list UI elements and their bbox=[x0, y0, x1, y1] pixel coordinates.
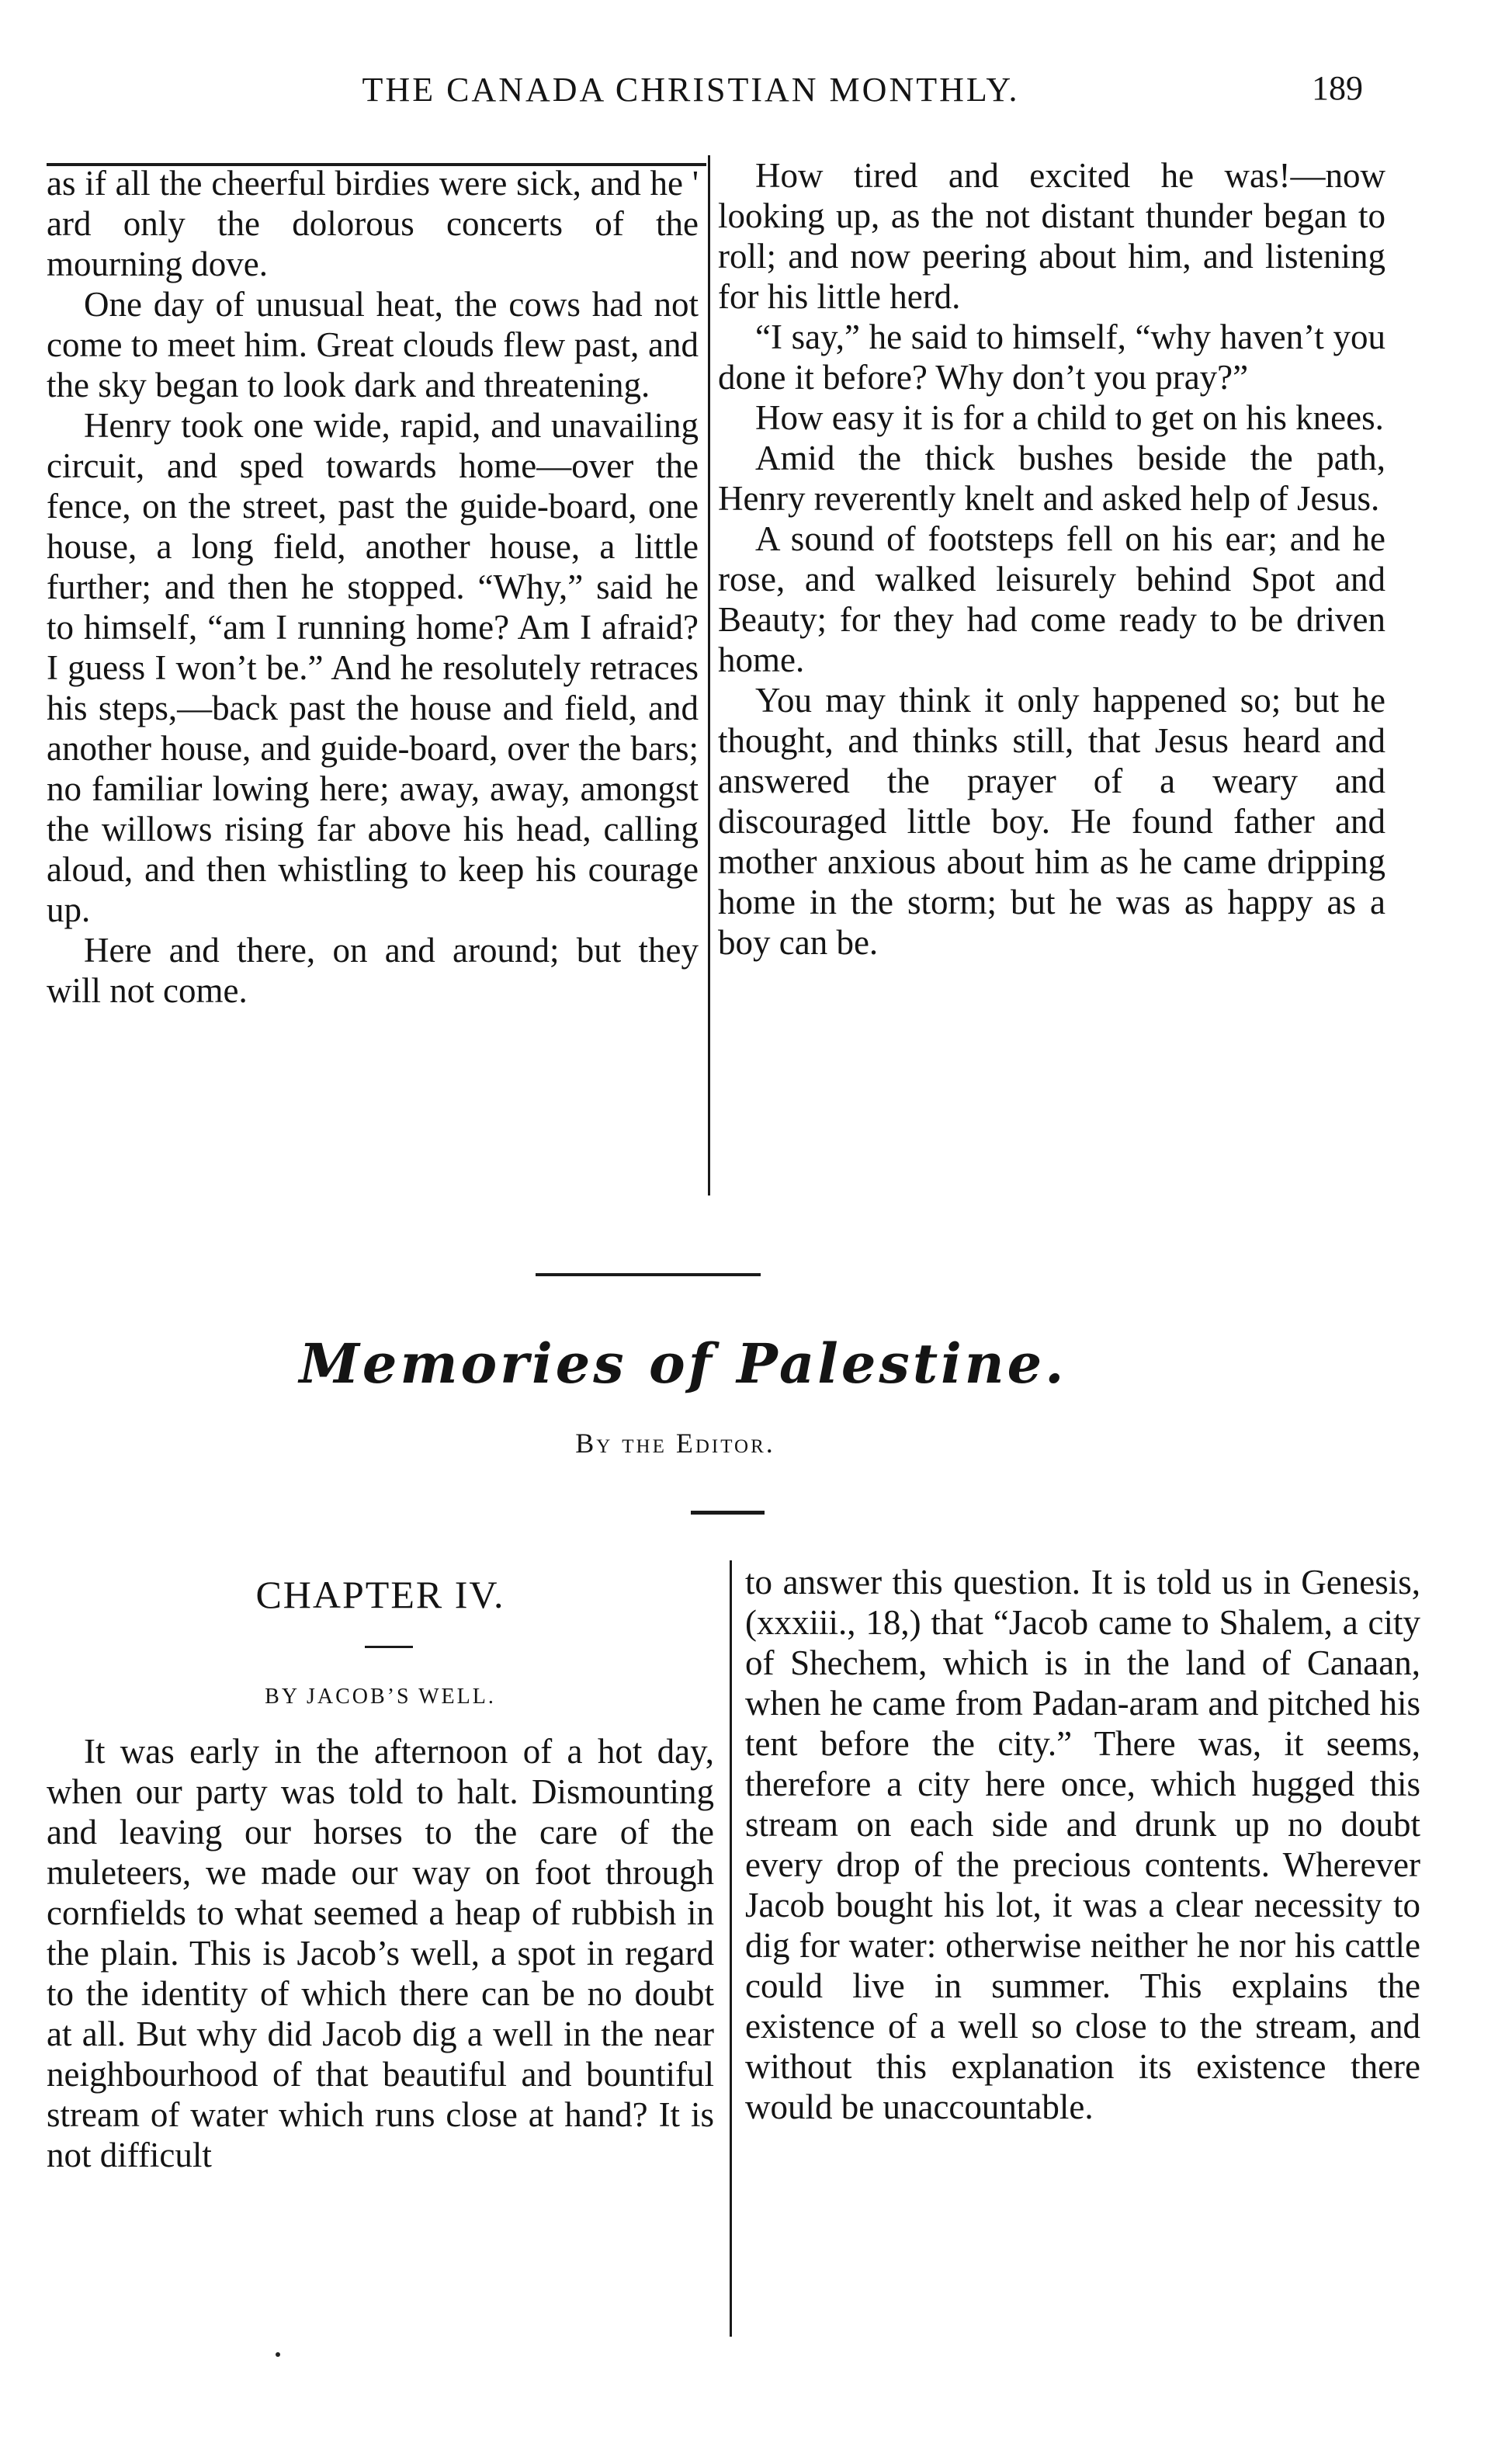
article-title: Memories of Palestine. bbox=[299, 1331, 1067, 1396]
column-divider bbox=[730, 1560, 732, 2337]
title-rule bbox=[691, 1511, 765, 1515]
story-column-left bbox=[47, 163, 699, 1011]
paragraph: Henry took one wide, rapid, and unavailing circuit, and sped towards home—over the fence, on the street, past the guide-board, one house, a long field, another house, a little further; and then he stopped. “Why,” said he to himself, “am I running home? Am I afraid? I guess I won’t be.” And he resolutely retraces his steps,—back past the house and field, and another house, and guide-board, over the bars; no familiar lowing here; away, away, amongst the willows rising far above his head, calling aloud, and then whistling to keep his courage up. bbox=[47, 406, 699, 929]
page-number: 189 bbox=[1312, 69, 1363, 107]
paragraph: to answer this question. It is told us in Genesis, (xxxiii., 18,) that “Jacob came to Shalem, a city of Shechem, which is in the land of Canaan, when he came from Padan-aram and pitched his tent before the city.” There was, it seems, therefore a city here once, which hugged this stream on each side and drunk up no doubt every drop of the precious contents. Wherever Jacob bought his lot, it was a clear necessity to dig for water: otherwise neither he nor his cattle could live in summer. This explains the existence of a well so close to the stream, and without this explanation its existence there would be unaccountable. bbox=[745, 1563, 1420, 2126]
print-speck bbox=[276, 2352, 280, 2357]
paragraph: Here and there, on and around; but they will not come. bbox=[47, 931, 699, 1010]
paragraph: It was early in the afternoon of a hot day, when our party was told to halt. Dismounting and leaving our horses to the care of the muleteers, we made our way on foot through cornfields to what seemed a heap of rubbish in the plain. This is Jacob’s well, a spot in regard to the identity of which there can be no doubt at all. But why did Jacob dig a well in the near neighbourhood of that beautiful and bountiful stream of water which runs close at hand? It is not difficult bbox=[47, 1732, 714, 2174]
column-divider bbox=[708, 155, 710, 1196]
story-column-right bbox=[718, 155, 1385, 963]
article-column-right bbox=[745, 1562, 1420, 2127]
paragraph: How tired and excited he was!—now looking up, as the not distant thunder began to roll; and now peering about him, and listening for his little herd. bbox=[718, 156, 1385, 316]
paragraph: You may think it only happened so; but he thought, and thinks still, that Jesus heard and answered the prayer of a weary and discouraged little boy. He found father and mother anxious about him as he came dripping home in the storm; but he was as happy as a boy can be. bbox=[718, 681, 1385, 962]
byline: By the Editor. bbox=[575, 1428, 775, 1459]
chapter-heading: CHAPTER IV. bbox=[255, 1573, 505, 1616]
section-divider bbox=[536, 1273, 761, 1276]
paragraph: as if all the cheerful birdies were sick, and he ' ard only the dolorous concerts of the mourning dove. bbox=[47, 164, 699, 283]
paragraph: “I say,” he said to himself, “why haven’t you done it before? Why don’t you pray?” bbox=[718, 318, 1385, 397]
running-head: THE CANADA CHRISTIAN MONTHLY. bbox=[362, 71, 1020, 109]
paragraph: A sound of footsteps fell on his ear; and he rose, and walked leisurely behind Spot and Beauty; for they had come ready to be driven home. bbox=[718, 519, 1385, 679]
paragraph: One day of unusual heat, the cows had not come to meet him. Great clouds flew past, and the sky began to look dark and threatening. bbox=[47, 285, 699, 404]
article-column-left bbox=[47, 1731, 714, 2175]
chapter-subheading: BY JACOB’S WELL. bbox=[265, 1685, 496, 1709]
chapter-rule bbox=[365, 1646, 413, 1648]
paragraph: Amid the thick bushes beside the path, Henry reverently knelt and asked help of Jesus. bbox=[718, 439, 1385, 518]
paragraph: How easy it is for a child to get on his knees. bbox=[755, 398, 1384, 437]
